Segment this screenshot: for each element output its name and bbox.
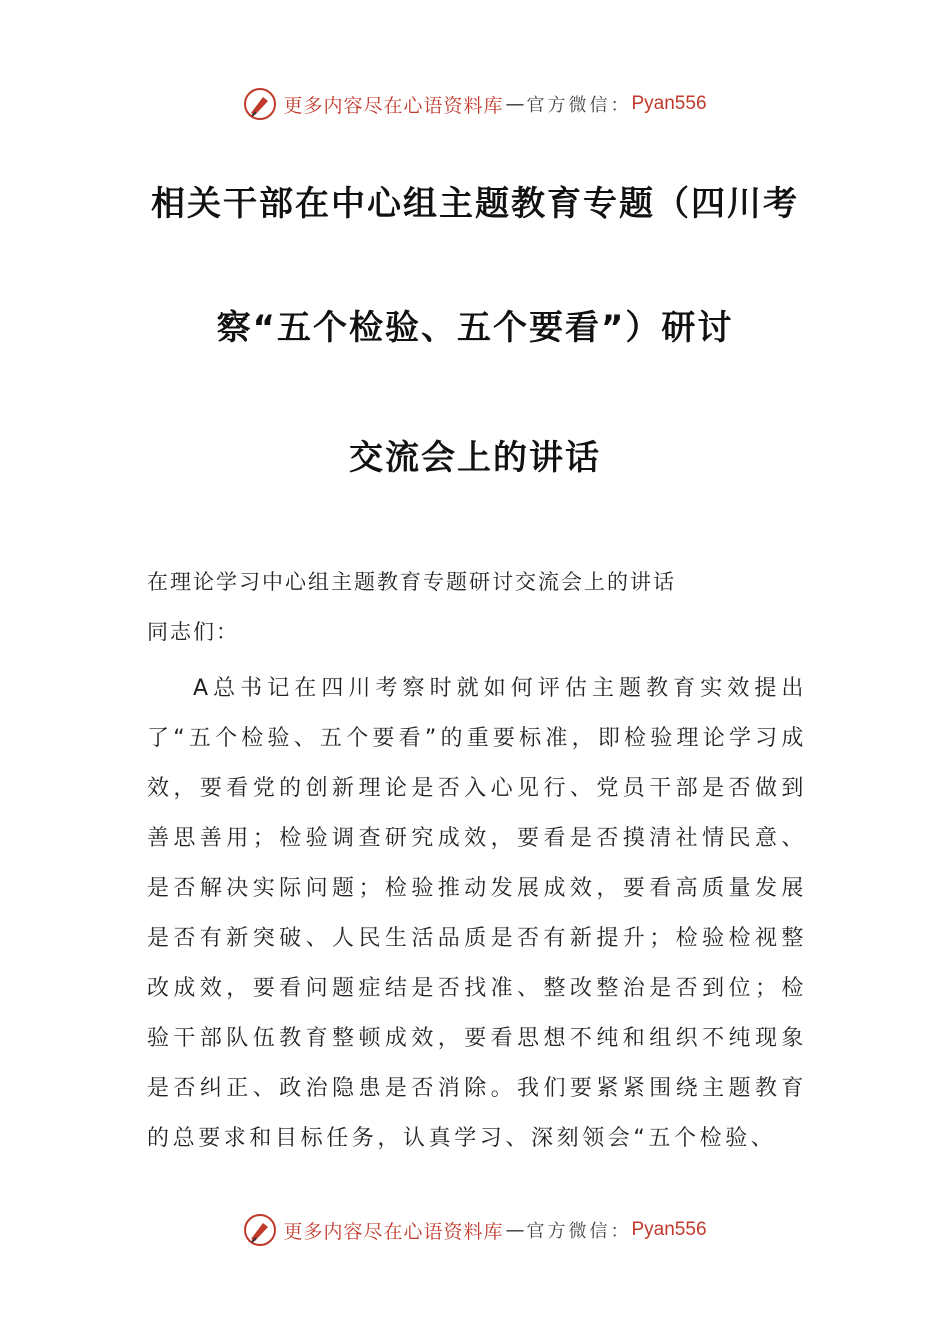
document-title-line-2: 察“五个检验、五个要看”）研讨 [216, 308, 734, 348]
pen-nib-logo-icon [243, 1213, 277, 1247]
watermark-wechat-id: Pyan556 [631, 1219, 707, 1240]
watermark-official-label: 官方微信： [526, 95, 632, 116]
watermark-banner-top [0, 84, 950, 124]
watermark-brand-text: 更多内容尽在心语资料库 [283, 1220, 504, 1243]
watermark-official-label: 官方微信： [526, 1221, 632, 1242]
body-paragraph: A总书记在四川考察时就如何评估主题教育实效提出了“五个检验、五个要看”的重要标准，即检验理论学习成效，要看党的创新理论是否入心见行、党员干部是否做到善思善用；检验调查研究成效，要看是否摸清社情民意、是否解决实际问题；检验推动发展成效，要看高质量发展是否有新突破、人民生活品质是否有新提升；检验检视整改成效，要看问题症结是否找准、整改整治是否到位；检验干部队伍教育整顿成效，要看思想不纯和组织不纯现象是否纠正、政治隐患是否消除。我们要紧紧围绕主题教育的总要求和目标任务，认真学习、深刻领会“五个检验、 [147, 676, 807, 1151]
document-title-line-1: 相关干部在中心组主题教育专题（四川考 [151, 184, 799, 224]
watermark-separator: — [505, 93, 525, 115]
document-title-line-3: 交流会上的讲话 [349, 438, 601, 478]
watermark-separator: — [505, 1219, 525, 1241]
salutation: 同志们： [147, 620, 239, 644]
watermark-wechat-id: Pyan556 [631, 93, 707, 114]
watermark-banner-bottom [0, 1210, 950, 1250]
document-subtitle: 在理论学习中心组主题教育专题研讨交流会上的讲话 [147, 570, 676, 594]
pen-nib-logo-icon [243, 87, 277, 121]
watermark-brand-text: 更多内容尽在心语资料库 [283, 94, 504, 117]
